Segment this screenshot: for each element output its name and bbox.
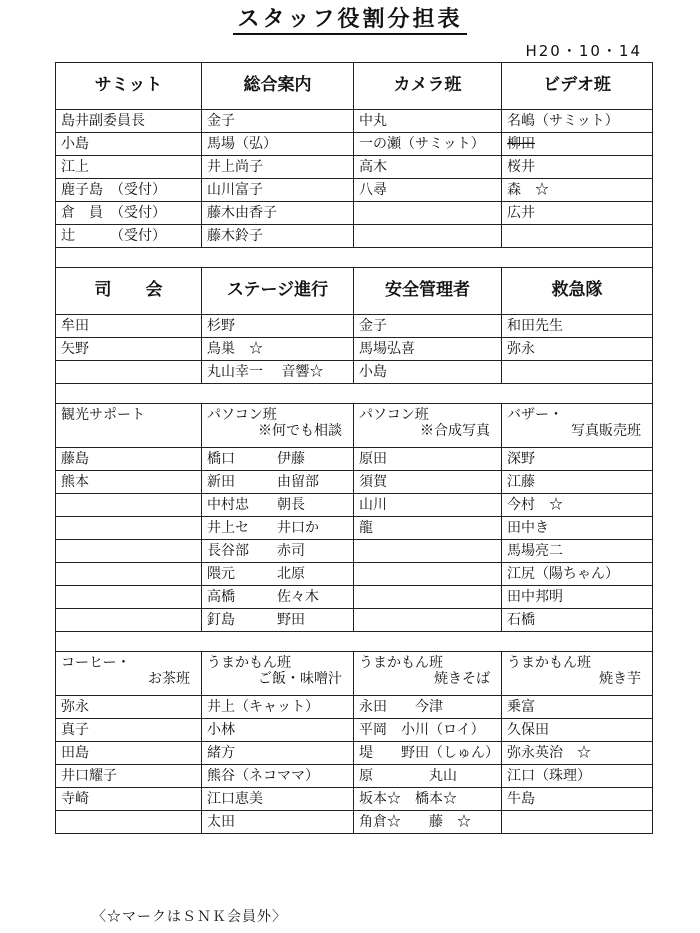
table-cell: 坂本☆ 橋本☆ bbox=[354, 788, 502, 811]
struck-name: 柳田 bbox=[507, 135, 535, 152]
spacer-cell bbox=[56, 632, 653, 652]
table-cell: 長谷部 赤司 bbox=[202, 540, 354, 563]
table-cell: 弥永 bbox=[502, 338, 653, 361]
header-line1: バザー・ bbox=[507, 407, 563, 423]
table-cell: 藤木由香子 bbox=[202, 202, 354, 225]
table-cell: 橋口 伊藤 bbox=[202, 448, 354, 471]
table-cell: 島井副委員長 bbox=[56, 110, 202, 133]
table-cell: 緒方 bbox=[202, 742, 354, 765]
header-line1: 観光サポート bbox=[61, 407, 145, 423]
table-cell: 中村忠 朝長 bbox=[202, 494, 354, 517]
table-row bbox=[56, 133, 653, 156]
table-cell bbox=[354, 609, 502, 632]
document-date: H20・10・14 bbox=[525, 42, 642, 60]
table-cell: 小林 bbox=[202, 719, 354, 742]
header-stage-progress: ステージ進行 bbox=[202, 268, 354, 315]
table-row bbox=[56, 742, 653, 765]
table-cell: 山川富子 bbox=[202, 179, 354, 202]
header-first-aid: 救急隊 bbox=[502, 268, 653, 315]
table-cell bbox=[56, 517, 202, 540]
table-row bbox=[56, 225, 653, 248]
header-camera-team: カメラ班 bbox=[354, 63, 502, 110]
header-line2: 写真販売班 bbox=[571, 423, 641, 440]
table-row bbox=[56, 110, 653, 133]
table-cell: 江上 bbox=[56, 156, 202, 179]
document-title-text: スタッフ役割分担表 bbox=[233, 6, 466, 35]
table-cell: 馬場弘喜 bbox=[354, 338, 502, 361]
table-cell bbox=[56, 494, 202, 517]
section3-header-row bbox=[56, 404, 653, 448]
section4-header-row bbox=[56, 652, 653, 696]
table-cell: 弥永 bbox=[56, 696, 202, 719]
table-cell: 鹿子島 （受付） bbox=[56, 179, 202, 202]
section1-header-row bbox=[56, 63, 653, 110]
table-cell: 角倉☆ 藤 ☆ bbox=[354, 811, 502, 834]
header-video-team: ビデオ班 bbox=[502, 63, 653, 110]
table-row bbox=[56, 179, 653, 202]
header-line1: パソコン班 bbox=[359, 407, 429, 423]
table-cell: 太田 bbox=[202, 811, 354, 834]
header-coffee-tea-team bbox=[56, 652, 202, 696]
table-cell: 高木 bbox=[354, 156, 502, 179]
table-cell bbox=[354, 563, 502, 586]
header-tourism-support bbox=[56, 404, 202, 448]
table-row bbox=[56, 471, 653, 494]
table-cell: 八尋 bbox=[354, 179, 502, 202]
table-cell: 金子 bbox=[354, 315, 502, 338]
table-cell: 小島 bbox=[354, 361, 502, 384]
table-cell bbox=[56, 563, 202, 586]
table-cell bbox=[56, 361, 202, 384]
table-cell: 真子 bbox=[56, 719, 202, 742]
staff-role-table bbox=[55, 62, 653, 834]
table-cell: 隈元 北原 bbox=[202, 563, 354, 586]
table-row bbox=[56, 586, 653, 609]
table-cell: 小島 bbox=[56, 133, 202, 156]
table-cell: 弥永英治 ☆ bbox=[502, 742, 653, 765]
table-cell-struck bbox=[502, 133, 653, 156]
table-row bbox=[56, 788, 653, 811]
header-line1: うまかもん班 bbox=[359, 655, 443, 671]
header-line1: うまかもん班 bbox=[507, 655, 591, 671]
table-cell bbox=[354, 202, 502, 225]
table-cell: 桜井 bbox=[502, 156, 653, 179]
header-pc-team-photo bbox=[354, 404, 502, 448]
header-line2: 焼きそば bbox=[434, 671, 490, 688]
table-cell: 石橋 bbox=[502, 609, 653, 632]
table-cell: 久保田 bbox=[502, 719, 653, 742]
header-line2: ※何でも相談 bbox=[258, 423, 342, 440]
table-cell: 平岡 小川（ロイ） bbox=[354, 719, 502, 742]
table-cell: 一の瀬（サミット） bbox=[354, 133, 502, 156]
table-cell: 井上セ 井口か bbox=[202, 517, 354, 540]
table-cell: 馬場（弘） bbox=[202, 133, 354, 156]
spacer-row bbox=[56, 384, 653, 404]
header-line1: コーヒー・ bbox=[61, 655, 131, 671]
table-cell: 江口恵美 bbox=[202, 788, 354, 811]
table-cell: 牛島 bbox=[502, 788, 653, 811]
table-cell: 龍 bbox=[354, 517, 502, 540]
table-cell: 乗富 bbox=[502, 696, 653, 719]
spacer-cell bbox=[56, 248, 653, 268]
table-cell: 須賀 bbox=[354, 471, 502, 494]
table-cell bbox=[502, 361, 653, 384]
header-safety-manager: 安全管理者 bbox=[354, 268, 502, 315]
table-row bbox=[56, 448, 653, 471]
header-summit: サミット bbox=[56, 63, 202, 110]
table-cell: 田中き bbox=[502, 517, 653, 540]
table-cell: 森 ☆ bbox=[502, 179, 653, 202]
table-cell: 和田先生 bbox=[502, 315, 653, 338]
table-cell: 丸山幸一 音響☆ bbox=[202, 361, 354, 384]
table-cell: 高橋 佐々木 bbox=[202, 586, 354, 609]
table-row bbox=[56, 811, 653, 834]
header-line2: ご飯・味噌汁 bbox=[258, 671, 342, 688]
table-cell: 井口耀子 bbox=[56, 765, 202, 788]
table-row bbox=[56, 361, 653, 384]
header-food-rice-miso bbox=[202, 652, 354, 696]
table-cell bbox=[56, 811, 202, 834]
table-cell: 牟田 bbox=[56, 315, 202, 338]
table-cell: 広井 bbox=[502, 202, 653, 225]
table-cell: 藤木鈴子 bbox=[202, 225, 354, 248]
header-bazaar-photo-sales bbox=[502, 404, 653, 448]
table-cell bbox=[354, 540, 502, 563]
table-cell: 辻 （受付） bbox=[56, 225, 202, 248]
table-cell: 原田 bbox=[354, 448, 502, 471]
table-cell bbox=[56, 586, 202, 609]
header-general-info: 総合案内 bbox=[202, 63, 354, 110]
table-row bbox=[56, 156, 653, 179]
header-line2: 焼き芋 bbox=[599, 671, 641, 688]
table-cell: 熊本 bbox=[56, 471, 202, 494]
table-cell: 山川 bbox=[354, 494, 502, 517]
header-line1: うまかもん班 bbox=[207, 655, 291, 671]
table-cell bbox=[502, 811, 653, 834]
table-cell: 原 丸山 bbox=[354, 765, 502, 788]
header-food-yakiimo bbox=[502, 652, 653, 696]
table-row bbox=[56, 315, 653, 338]
table-row bbox=[56, 696, 653, 719]
table-cell: 井上尚子 bbox=[202, 156, 354, 179]
table-cell bbox=[56, 540, 202, 563]
table-cell: 金子 bbox=[202, 110, 354, 133]
table-cell: 永田 今津 bbox=[354, 696, 502, 719]
spacer-row bbox=[56, 632, 653, 652]
table-cell: 田島 bbox=[56, 742, 202, 765]
table-cell: 堤 野田（しゅん） bbox=[354, 742, 502, 765]
table-row bbox=[56, 563, 653, 586]
table-cell: 田中邦明 bbox=[502, 586, 653, 609]
table-cell: 倉 員 （受付） bbox=[56, 202, 202, 225]
table-cell: 江藤 bbox=[502, 471, 653, 494]
table-cell: 藤島 bbox=[56, 448, 202, 471]
table-cell: 釘島 野田 bbox=[202, 609, 354, 632]
table-cell bbox=[502, 225, 653, 248]
header-line2: お茶班 bbox=[148, 671, 190, 688]
table-row bbox=[56, 338, 653, 361]
table-cell: 今村 ☆ bbox=[502, 494, 653, 517]
spacer-row bbox=[56, 248, 653, 268]
header-line1: パソコン班 bbox=[207, 407, 277, 423]
header-line2: ※合成写真 bbox=[420, 423, 490, 440]
table-cell: 新田 由留部 bbox=[202, 471, 354, 494]
header-pc-team-consult bbox=[202, 404, 354, 448]
table-row bbox=[56, 494, 653, 517]
table-cell: 深野 bbox=[502, 448, 653, 471]
table-cell: 杉野 bbox=[202, 315, 354, 338]
table-cell bbox=[56, 609, 202, 632]
table-cell: 馬場亮二 bbox=[502, 540, 653, 563]
table-cell: 中丸 bbox=[354, 110, 502, 133]
table-row bbox=[56, 517, 653, 540]
footnote: 〈☆マークはＳＮＫ会員外〉 bbox=[92, 909, 287, 925]
table-cell: 江口（珠理） bbox=[502, 765, 653, 788]
table-cell: 寺崎 bbox=[56, 788, 202, 811]
document-title bbox=[0, 2, 700, 33]
table-row bbox=[56, 765, 653, 788]
table-cell: 名嶋（サミット） bbox=[502, 110, 653, 133]
table-cell: 井上（キャット） bbox=[202, 696, 354, 719]
table-cell: 江尻（陽ちゃん） bbox=[502, 563, 653, 586]
header-mc: 司 会 bbox=[56, 268, 202, 315]
table-cell: 矢野 bbox=[56, 338, 202, 361]
table-cell: 鳥巣 ☆ bbox=[202, 338, 354, 361]
table-row bbox=[56, 609, 653, 632]
table-cell: 熊谷（ネコママ） bbox=[202, 765, 354, 788]
spacer-cell bbox=[56, 384, 653, 404]
table-row bbox=[56, 202, 653, 225]
table-body bbox=[56, 63, 653, 834]
table-row bbox=[56, 719, 653, 742]
table-row bbox=[56, 540, 653, 563]
table-cell bbox=[354, 586, 502, 609]
header-food-yakisoba bbox=[354, 652, 502, 696]
section2-header-row bbox=[56, 268, 653, 315]
table-cell bbox=[354, 225, 502, 248]
